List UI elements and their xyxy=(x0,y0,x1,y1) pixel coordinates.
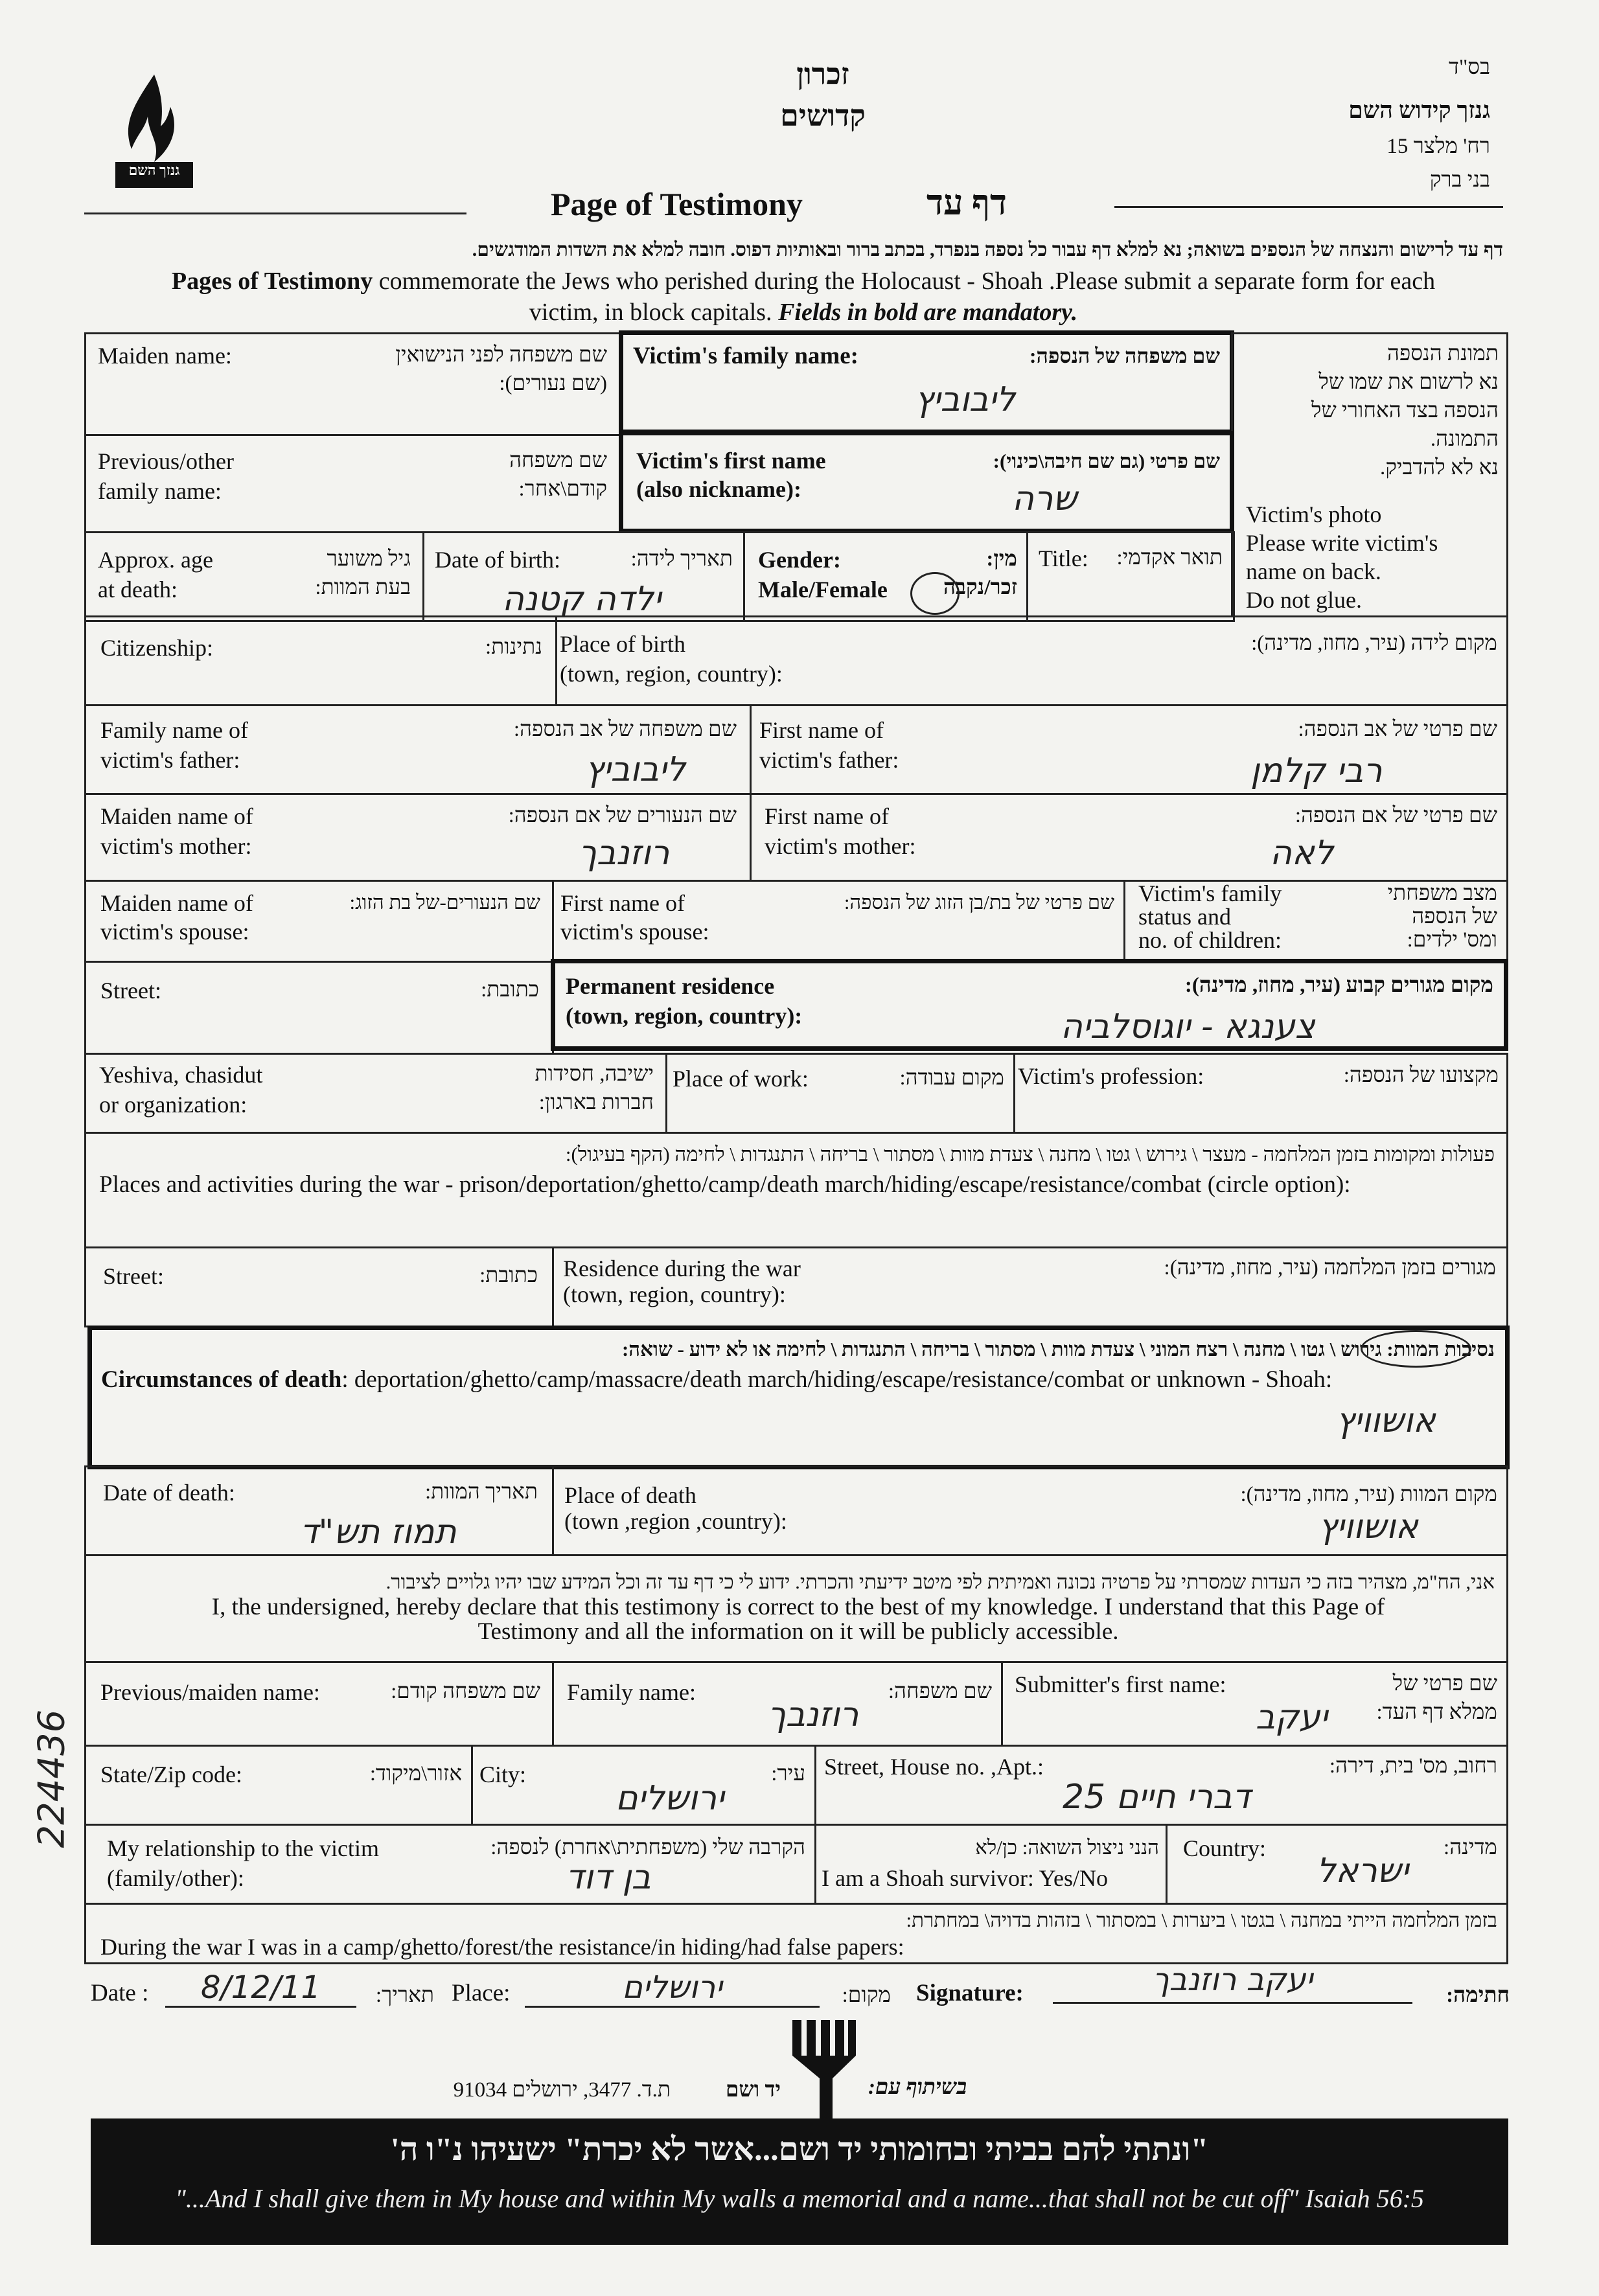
age-cell[interactable] xyxy=(84,531,424,622)
father-family-value: ליבוביץ xyxy=(585,750,686,789)
mother-maiden-value: רוזנבך xyxy=(579,834,670,873)
photo-en-1: Victim's photo xyxy=(1246,501,1382,527)
sub-war-cell[interactable] xyxy=(84,1903,1508,1964)
signature-he: חתימה: xyxy=(1446,1984,1510,2007)
photo-he-4: התמונה. xyxy=(1430,428,1499,451)
sub-first-cell[interactable] xyxy=(1001,1661,1508,1747)
circumstances-he: נסיבות המוות: גירוש \ גטו \ מחנה \ רצח המוני \ צעדת מוות \ מסתור \ בריחה \ התנגדות \ לחימה או לא ידוע - שואה: xyxy=(621,1338,1495,1360)
pob-cell[interactable] xyxy=(555,615,1508,706)
family-status-en-3: no. of children: xyxy=(1138,927,1282,953)
family-name-value: ליבוביץ xyxy=(915,380,1016,419)
spouse-maiden-cell[interactable] xyxy=(84,880,554,963)
maiden-name-he-2: (שם נעורים): xyxy=(499,372,607,395)
mother-first-he: שם פרטי של אם הנספה: xyxy=(1294,804,1497,827)
maiden-name-he-1: שם משפחה לפני הנישואין xyxy=(395,343,607,367)
sub-rel-en-2: (family/other): xyxy=(107,1865,244,1891)
signature-label: Signature: xyxy=(916,1980,1024,2006)
work-label: Place of work: xyxy=(673,1066,809,1092)
yeshiva-en-1: Yeshiva, chasidut xyxy=(99,1062,263,1088)
yeshiva-he-1: ישיבה, חסידות xyxy=(535,1062,654,1086)
pob-en-1: Place of birth xyxy=(560,631,685,657)
profession-he: מקצועו של הנספה: xyxy=(1343,1064,1499,1087)
first-name-cell[interactable] xyxy=(619,431,1234,533)
age-he-1: גיל משוער xyxy=(327,547,411,571)
sub-family-label: Family name: xyxy=(567,1679,696,1705)
sub-city-cell[interactable] xyxy=(471,1745,816,1826)
mother-maiden-en-2: victim's mother: xyxy=(100,833,252,859)
pod-en-2: (town ,region ,country): xyxy=(564,1508,787,1534)
mother-first-en-1: First name of xyxy=(765,803,889,829)
first-name-en-2: (also nickname): xyxy=(636,476,801,502)
street-cell[interactable] xyxy=(84,961,554,1055)
gender-he-2: זכר/נקבה xyxy=(943,576,1017,599)
dod-he: תאריך המוות: xyxy=(425,1480,538,1504)
father-first-cell[interactable] xyxy=(750,704,1508,795)
family-status-he-3: ומס' ילדים: xyxy=(1407,928,1497,952)
signature-value: יעקב רוזנבך xyxy=(1152,1962,1313,1998)
sub-war-he: בזמן המלחמה הייתי במחנה \ בגטו \ ביערות \ במסתור \ בזהות בדויה\ במחתרת: xyxy=(906,1909,1497,1931)
maiden-name-cell[interactable] xyxy=(84,332,622,436)
sub-country-cell[interactable] xyxy=(1166,1824,1508,1905)
gender-circle xyxy=(910,572,960,615)
sub-prev-he: שם משפחה קודם: xyxy=(391,1680,540,1703)
mother-maiden-en-1: Maiden name of xyxy=(100,803,253,829)
sub-rel-cell[interactable] xyxy=(84,1824,816,1905)
circumstances-en-text: : deportation/ghetto/camp/massacre/death march/hiding/escape/resistance/combat or unknown - Shoah: xyxy=(341,1366,1333,1393)
places-en: Places and activities during the war - prison/deportation/ghetto/camp/death march/hiding/escape/resistance/combat (circle option): xyxy=(99,1171,1351,1198)
sub-city-he: עיר: xyxy=(771,1762,805,1785)
sub-zip-he: אזור\מיקוד: xyxy=(369,1762,462,1785)
sub-zip-cell[interactable] xyxy=(84,1745,473,1826)
dob-label: Date of birth: xyxy=(435,547,560,573)
pod-cell[interactable] xyxy=(552,1465,1508,1556)
war-res-en-1: Residence during the war xyxy=(563,1256,801,1281)
declaration-en-1: I, the undersigned, hereby declare that this testimony is correct to the best of my knowledge. I understand that this Page of xyxy=(211,1594,1385,1620)
sub-family-cell[interactable] xyxy=(552,1661,1003,1747)
title-he: תואר אקדמי: xyxy=(1116,546,1223,569)
sub-first-he-2: ממלא דף העד: xyxy=(1376,1701,1497,1724)
prev-family-he-1: שם משפחה xyxy=(509,449,607,472)
spouse-first-cell[interactable] xyxy=(552,880,1125,963)
family-name-label: Victim's family name: xyxy=(633,343,858,369)
mother-maiden-he: שם הנעורים של אם הנספה: xyxy=(508,804,737,827)
circumstances-en xyxy=(101,1365,1332,1395)
yeshiva-he-2: חברות בארגון: xyxy=(538,1091,654,1114)
place-label: Place: xyxy=(452,1980,511,2006)
family-status-cell[interactable] xyxy=(1123,880,1508,963)
sub-first-value: יעקב xyxy=(1256,1698,1328,1737)
father-first-en-1: First name of xyxy=(759,717,884,743)
dob-he: תאריך לידה: xyxy=(630,547,733,571)
signature-line[interactable] xyxy=(1053,1962,1412,2004)
citizenship-cell[interactable] xyxy=(84,615,557,706)
sub-city-value: ירושלים xyxy=(615,1779,724,1818)
sub-street-cell[interactable] xyxy=(814,1745,1508,1826)
dob-value: ילדה קטנה xyxy=(502,580,661,619)
citizenship-label: Citizenship: xyxy=(100,635,213,661)
mother-first-value: לאה xyxy=(1270,834,1334,873)
intro-en-2: victim, in block capitals. xyxy=(529,299,779,326)
sub-zip-label: State/Zip code: xyxy=(100,1762,242,1787)
title-he-1: זכרון xyxy=(796,58,849,91)
photo-he-2: נא לרשום את שמו של xyxy=(1318,371,1499,394)
residence-cell[interactable] xyxy=(551,959,1508,1051)
sub-street-he: רחוב, מס' בית, דירה: xyxy=(1329,1754,1497,1778)
sub-country-he: מדינה: xyxy=(1444,1836,1497,1859)
war-street-he: כתובת: xyxy=(479,1264,538,1287)
first-name-en-1: Victim's first name xyxy=(636,448,826,474)
yeshiva-cell[interactable] xyxy=(84,1053,667,1134)
yadvashem-he: יד ושם xyxy=(725,2078,781,2102)
bsd: בס"ד xyxy=(1448,56,1490,79)
declaration-cell xyxy=(84,1554,1508,1663)
logo xyxy=(109,71,200,194)
father-first-value: רבי קלמן xyxy=(1250,752,1383,790)
intro-en xyxy=(84,266,1523,328)
sub-first-label: Submitter's first name: xyxy=(1015,1671,1226,1697)
first-name-value: שרה xyxy=(1012,479,1077,518)
circumstances-en-bold: Circumstances of death xyxy=(101,1366,342,1393)
yeshiva-en-2: or organization: xyxy=(99,1092,247,1118)
intro-en-1: commemorate the Jews who perished during the Holocaust - Shoah .Please submit a separate form for each xyxy=(373,268,1436,295)
family-name-cell[interactable] xyxy=(619,330,1234,434)
addr-1: גנזך קידוש השם xyxy=(1348,97,1490,123)
footer-quote-he: "ונתתי להם בביתי ובחומותי יד ושם...אשר לא יכרת" ישעיהו נ"ו ה' xyxy=(390,2131,1209,2167)
place-he: מקום: xyxy=(842,1984,891,2007)
gender-cell[interactable] xyxy=(743,531,1028,622)
circumstances-circle xyxy=(1361,1330,1471,1368)
street-label: Street: xyxy=(100,978,161,1004)
father-family-en-2: victim's father: xyxy=(100,747,240,773)
sub-survivor-cell[interactable] xyxy=(814,1824,1168,1905)
addr-2: רח' מלצר 15 xyxy=(1386,135,1490,158)
sub-survivor-he: הנני ניצול השואה: כן/לא xyxy=(975,1836,1159,1859)
father-family-he: שם משפחה של אב הנספה: xyxy=(513,718,737,741)
spouse-maiden-he: שם הנעורים-של בת הזוג: xyxy=(349,891,540,913)
photo-he-1: תמונת הנספה xyxy=(1387,342,1499,365)
header-line-left xyxy=(84,212,466,214)
sub-street-value: דברי חיים 25 xyxy=(1063,1778,1251,1817)
yad-vashem-logo xyxy=(787,2014,858,2124)
residence-he: מקום מגורים קבוע (עיר, מחוז, מדינה): xyxy=(1184,974,1493,997)
header-line-right xyxy=(1114,206,1503,208)
title-he-3: דף עד xyxy=(926,183,1007,222)
family-name-he: שם משפחה של הנספה: xyxy=(1029,344,1220,367)
mother-first-cell[interactable] xyxy=(750,793,1508,882)
war-res-he: מגורים בזמן המלחמה (עיר, מחוז, מדינה): xyxy=(1164,1256,1496,1280)
dod-value: תמוז תש"ד xyxy=(300,1513,457,1552)
sub-first-he-1: שם פרטי של xyxy=(1392,1672,1497,1695)
citizenship-he: נתינות: xyxy=(485,636,542,659)
pod-en-1: Place of death xyxy=(564,1482,696,1508)
footer-band xyxy=(91,2118,1508,2245)
places-cell[interactable] xyxy=(84,1132,1508,1248)
intro-he: דף עד לרישום והנצחה של הנספים בשואה; נא למלא דף עבור כל נספה בנפרד, בכתב ברור ובאותיות דפוס. חובה למלא את השדות המודגשים. xyxy=(472,239,1503,260)
sub-country-value: ישראל xyxy=(1317,1852,1409,1890)
sub-family-he: שם משפחה: xyxy=(888,1680,992,1703)
dod-cell[interactable] xyxy=(84,1465,554,1556)
mother-first-en-2: victim's mother: xyxy=(765,833,916,859)
age-he-2: בעת המוות: xyxy=(315,576,411,599)
places-he: פעולות ומקומות בזמן המלחמה - מעצר \ גירוש \ גטו \ מחנה \ צעדת מוות \ מסתור \ בריחה \ התנגדות \ לחימה (הקף בעיגול): xyxy=(565,1143,1495,1165)
spouse-first-he: שם פרטי של בת/בן הזוג של הנספה: xyxy=(844,891,1114,913)
spouse-first-en-2: victim's spouse: xyxy=(560,919,709,945)
page-title: Page of Testimony xyxy=(551,186,803,222)
war-street-label: Street: xyxy=(103,1263,164,1289)
coop-he: בשיתוף עם: xyxy=(868,2076,967,2099)
addr-3: בני ברק xyxy=(1429,168,1490,192)
family-status-he-1: מצב משפחתי xyxy=(1387,882,1497,905)
gender-en-2: Male/Female xyxy=(758,577,888,603)
photo-en-3: name on back. xyxy=(1246,558,1381,584)
intro-en-bold: Pages of Testimony xyxy=(171,268,373,295)
sub-street-label: Street, House no. ,Apt.: xyxy=(824,1754,1044,1780)
logo-text: גנזך השם xyxy=(128,162,180,178)
pob-he: מקום לידה (עיר, מחוז, מדינה): xyxy=(1251,632,1497,655)
sub-rel-he: הקרבה שלי (משפחתית\אחרת) לנספה: xyxy=(490,1836,805,1859)
war-res-en-2: (town, region, country): xyxy=(563,1281,786,1307)
margin-number: 224436 xyxy=(30,1709,73,1848)
photo-he-3: הנספה בצד האחורי של xyxy=(1311,399,1499,422)
place-value: ירושלים xyxy=(622,1969,722,2006)
prev-family-en-2: family name: xyxy=(98,478,222,504)
sub-country-label: Country: xyxy=(1183,1835,1267,1861)
first-name-he: שם פרטי (גם שם חיבה\כינוי): xyxy=(993,450,1220,472)
date-value: 8/12/11 xyxy=(200,1969,321,2006)
prev-family-he-2: קודם\אחר: xyxy=(518,477,607,501)
title-he-2: קדושים xyxy=(780,99,866,132)
sub-prev-cell[interactable] xyxy=(84,1661,554,1747)
father-family-en-1: Family name of xyxy=(100,717,248,743)
date-he: תאריך: xyxy=(375,1984,434,2007)
title-label: Title: xyxy=(1039,545,1088,571)
photo-cell xyxy=(1231,332,1508,617)
maiden-name-label: Maiden name: xyxy=(98,343,232,369)
family-status-he-2: של הנספה xyxy=(1412,905,1497,928)
intro-en-italic: Fields in bold are mandatory. xyxy=(778,299,1078,326)
work-cell[interactable] xyxy=(665,1053,1015,1134)
sub-rel-en-1: My relationship to the victim xyxy=(107,1835,379,1861)
date-line[interactable] xyxy=(165,1969,356,2008)
photo-he-5: נא לא להדביק. xyxy=(1379,456,1499,479)
prev-family-en-1: Previous/other xyxy=(98,448,234,474)
gender-he-1: מין: xyxy=(986,547,1017,571)
family-status-en-2: status and xyxy=(1138,904,1231,930)
declaration-he: אני, הח"מ, מצהיר בזה כי העדות שמסרתי על פרטיה נכונה ואמיתית לפי מיטב ידיעתי והכרתי. ידוע לי כי דף עד זה וכל המידע שבו יהיו גלויים לציבור. xyxy=(385,1570,1495,1593)
mother-maiden-cell[interactable] xyxy=(84,793,752,882)
spouse-maiden-en-1: Maiden name of xyxy=(100,890,253,916)
residence-en-1: Permanent residence xyxy=(566,973,775,999)
age-en-1: Approx. age xyxy=(98,547,213,573)
sub-city-label: City: xyxy=(479,1762,527,1787)
father-family-cell[interactable] xyxy=(84,704,752,795)
family-status-en-1: Victim's family xyxy=(1138,880,1282,906)
declaration-en-2: Testimony and all the information on it will be publicly accessible. xyxy=(477,1618,1119,1645)
sub-family-value: רוזנבך xyxy=(768,1695,859,1734)
prev-family-cell[interactable] xyxy=(84,434,622,533)
title-cell[interactable] xyxy=(1026,531,1235,622)
gender-en-1: Gender: xyxy=(758,547,841,573)
war-street-cell[interactable] xyxy=(84,1246,554,1327)
war-res-cell[interactable] xyxy=(552,1246,1508,1327)
pob-en-2: (town, region, country): xyxy=(560,661,783,687)
age-en-2: at death: xyxy=(98,577,178,603)
photo-en-4: Do not glue. xyxy=(1246,587,1362,613)
date-label: Date : xyxy=(91,1980,149,2006)
work-he: מקום עבודה: xyxy=(899,1066,1004,1090)
dod-label: Date of death: xyxy=(103,1480,235,1506)
spouse-first-en-1: First name of xyxy=(560,890,685,916)
photo-en-2: Please write victim's xyxy=(1246,530,1438,556)
profession-cell[interactable] xyxy=(1013,1053,1508,1134)
dob-cell[interactable] xyxy=(422,531,745,622)
footer-address: ת.ד. 3477, ירושלים 91034 xyxy=(453,2078,671,2102)
sub-rel-value: בן דוד xyxy=(566,1858,651,1897)
residence-en-2: (town, region, country): xyxy=(566,1003,803,1029)
sub-survivor-en: I am a Shoah survivor: Yes/No xyxy=(822,1865,1108,1891)
spouse-maiden-en-2: victim's spouse: xyxy=(100,919,249,945)
sub-prev-label: Previous/maiden name: xyxy=(100,1679,320,1705)
residence-value: צענגא - יוגוסלביה xyxy=(1061,1007,1315,1046)
father-first-he: שם פרטי של אב הנספה: xyxy=(1298,718,1497,741)
street-he: כתובת: xyxy=(481,978,539,1002)
footer-quote-en: "...And I shall give them in My house and within My walls a memorial and a name...that shall not be cut off" Isaiah 56:5 xyxy=(175,2184,1424,2213)
pod-value: אושוויץ xyxy=(1318,1508,1418,1546)
circumstances-cell[interactable] xyxy=(87,1326,1510,1469)
sub-war-en: During the war I was in a camp/ghetto/forest/the resistance/in hiding/had false papers: xyxy=(100,1934,904,1960)
circumstances-value: אושוויץ xyxy=(1336,1401,1436,1440)
profession-label: Victim's profession: xyxy=(1018,1063,1204,1089)
father-first-en-2: victim's father: xyxy=(759,747,899,773)
place-line[interactable] xyxy=(525,1969,820,2008)
pod-he: מקום המוות (עיר, מחוז, מדינה): xyxy=(1240,1483,1497,1506)
